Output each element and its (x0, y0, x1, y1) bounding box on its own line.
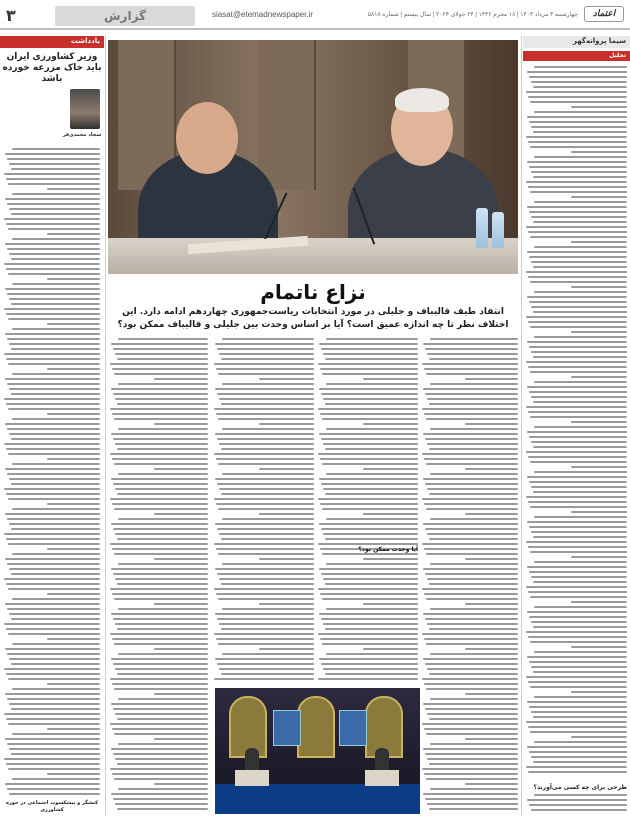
right-column-tag: تحلیل (523, 51, 630, 61)
body-subhead: آیا وحدت ممکن بود؟ (358, 546, 418, 553)
left-column-footer: کنشگر و پیشکسوت اجتماعی در حوزه کشاورزی (5, 800, 99, 813)
body-column-3 (318, 338, 418, 684)
page-number: ۳ (6, 6, 16, 25)
author-box (0, 89, 104, 147)
masthead (0, 0, 630, 30)
body-column-1 (110, 338, 208, 814)
debate-photo (215, 688, 420, 814)
left-column-title: وزیر کشاورزی ایران باید خاک مزرعه خورده باشد (2, 52, 102, 84)
site-email: siasat@etemadnewspaper.ir (212, 10, 314, 19)
dateline: چهارشنبه ۳ مرداد ۱۴۰۳ | ۱۸ محرم ۱۴۴۶ | ۲۴ جولای ۲۰۲۴ | سال بیستم | شماره ۵۸۱۸ (367, 12, 578, 18)
left-column-body (4, 148, 100, 798)
body-column-2 (214, 338, 314, 684)
body-column-4 (422, 338, 518, 814)
divider (105, 36, 106, 816)
right-column-author: سیما پروانه‌گهر (523, 36, 630, 48)
author-name: سجاد محمدی‌فر (62, 132, 102, 138)
section-label: گزارش (55, 6, 195, 26)
divider (521, 36, 522, 816)
main-photo (108, 40, 518, 274)
article-headline: نزاع ناتمام (260, 280, 366, 304)
right-column-body-end (526, 794, 627, 818)
right-column (523, 36, 630, 820)
article-lead: انتقاد طیف قالیباف و جلیلی در مورد انتخابات ریاست‌جمهوری چهاردهم ادامه دارد. این اختلاف نظر تا چه اندازه عمیق است؟ آیا بر اساس وحدت بین جلیلی و قالیباف ممکن بود؟ (117, 307, 509, 330)
author-photo (70, 89, 100, 129)
newspaper-logo: اعتماد (584, 6, 624, 22)
right-column-body (526, 66, 627, 780)
left-column (0, 36, 104, 820)
left-column-tag: یادداشت (0, 36, 104, 48)
right-column-subhead: طرحی برای چه کسی می‌آورند؟ (533, 784, 627, 791)
